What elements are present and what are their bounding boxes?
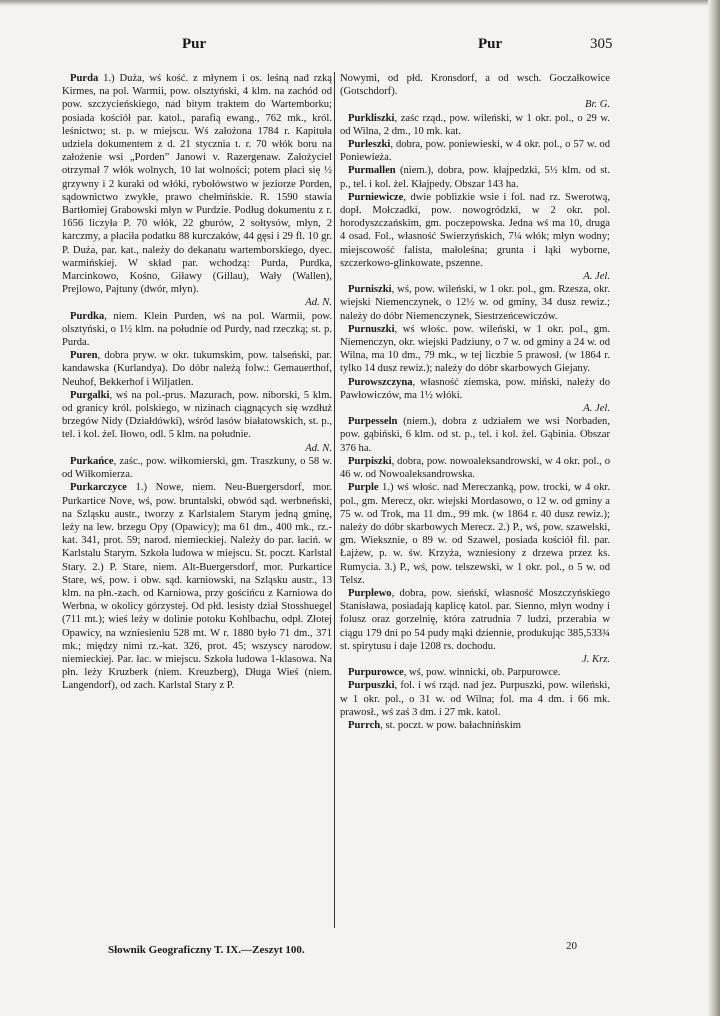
dictionary-entry — [62, 310, 332, 350]
dictionary-entry — [340, 481, 610, 587]
entry-headword: Purdka — [70, 310, 105, 322]
entry-headword: Purkarczyce — [70, 482, 127, 494]
page-top-shadow — [0, 0, 720, 6]
entry-headword: Purpuszki — [348, 680, 395, 692]
dictionary-entry — [340, 164, 610, 190]
dictionary-entry — [62, 72, 332, 310]
entry-text: , zaśc., pow. wiłkomierski, gm. Traszkuny, o 58 w. od Wiłkomierza. — [62, 455, 332, 481]
dictionary-entry — [340, 679, 610, 719]
entry-author-signature: A. Jel. — [583, 271, 610, 283]
dictionary-entry — [62, 481, 332, 692]
footer-publication: Słownik Geograficzny T. IX.—Zeszyt 100. — [108, 944, 305, 956]
dictionary-entry — [340, 112, 610, 138]
entry-text: 1.) wś włośc. nad Mereczanką, pow. trocki, w 4 okr. pol., gm. Merecz, okr. wiejski Mordasowo, o 12 w. od gminy a 75 w. od Trok, ma 11 dm., 99 mk. (w 1864 r. 40 dusz rewiz.); należy do dóbr skarbowych Merecz. 2.) P., wś, pow. szawelski, gm. Wieksznie, o 89 w. od Szawel, posiada kościół fil. par. Łajżew, p. w. św. Krzyża, wzniesiony z drzewa przez ks. Rumycia. 3.) P., wś, pow. telszewski, w 1 okr. pol., o 5 w. od Telsz. — [340, 482, 610, 586]
dictionary-entry — [62, 455, 332, 481]
entry-author-signature: A. Jel. — [583, 403, 610, 415]
entry-text: , fol. i wś rząd. nad jez. Purpuszki, pow. wileński, w 1 okr. pol., o 31 w. od Wilna; fol. ma 4 dm. i 66 mk. prawosł., wś zaś 3 dm. i 27 mk. katol. — [340, 680, 610, 718]
running-head-right: Pur — [478, 36, 503, 52]
entry-text: , dobra, pow. poniewieski, w 4 okr. pol., o 57 w. od Poniewieża. — [340, 139, 610, 164]
entry-text: , wś na pol.-prus. Mazurach, pow. niborski, 5 klm. od granicy król. polskiego, w nizinach ciągnących się wzdłuż brzegów Nidy (Działdówki), wśród lasów białatowskich, st. p., tel. i kol. żel. Iłowo, odl. 5 klm. na południe. — [62, 389, 332, 441]
entry-text: , dobra, pow. nowoaleksandrowski, w 4 okr. pol., o 46 w. od Nowoaleksandrowska. — [340, 455, 610, 481]
entry-text: , wś włośc. pow. wileński, w 1 okr. pol., gm. Niemenczyn, okr. wiejski Padziuny, o 7 w. od gminy a 24 w. od Wilna, ma 10 dm., 79 mk., w tej liczbie 5 prawosł. (w 1864 r. tylko 14 dusz rewiz.); należy do dóbr skarbowych Giejany. — [340, 323, 610, 375]
entry-text: 1.) Duża, wś kość. z młynem i os. leśną nad rzką Kirmes, na pol. Warmii, pow. olsztyński, 4 klm. na zachód od pow. szczycieńskiego, nad bitym traktem do Wartemborku; posiada kościół par. katol., parafią ewang., 762 mk., król. leśnictwo; st. p. w miejscu. Wś założona 1784 r. Kapituła udziela dokumentem z d. 21 stycznia t. r. 70 włók boru na założenie wsi „Porden” Janowi v. Razergenaw. Założyciel otrzymał 7 włók wolnych, 10 lat wolności; potem płaci się ½ grzywny i 2 kuraki od włóki, rybołówstwo w jeziorze Porden, sądownictwo zwykłe, prawo chełmińskie. R. 1590 stawia Bartłomiej Grabowski młyn w Purdzie. Podług dokumentu z r. 1656 liczyła P. 70 włók, 22 gburów, 2 sołtysów, młyn, 2 karczmy, a płaciła podatku 88 kurczaków, 44 gęsi i 29 fl. 10 gr. P. Duża, par. kat., należy do dekanatu wartemborskiego, dyec. warmińskiej. W skład par. wchodzą: Purda, Purdka, Marcinkowo, Kośno, Giławy (Gillau), Wały (Wallen), Prejlowo, Pajtuny (dwór, młyn). — [62, 73, 332, 296]
entry-text: , dobra, pow. sieński, własność Moszczyńskiego Stanisława, posiadają kaplicę katol. par. Sienno, młyn wodny i folusz oraz gorzelnię, która zatrudnia 7 ludzi, przerabia w ciągu 179 dni po 54 pudy mąki dziennie, produkując 385,533¾ st. spirytusu i daje 1208 rs. dochodu. — [340, 587, 610, 652]
dictionary-entry — [62, 389, 332, 455]
entry-headword: Purleszki — [348, 139, 391, 151]
entry-text: , własność ziemska, pow. miński, należy do Pawłowiczów, ma 1½ włóki. — [340, 376, 610, 401]
entry-headword: Purrch — [348, 719, 381, 731]
left-column — [62, 72, 332, 693]
entry-text: (niem.), dobra z udziałem we wsi Norbaden, pow. gąbiński, 6 klm. od st. p., tel. i kol. żel. Gąbinia. Obszar 376 ha. — [340, 416, 610, 454]
dictionary-entry — [340, 323, 610, 376]
column-divider — [334, 72, 335, 928]
entry-text: 1.) Nowe, niem. Neu-Buergersdorf, mor. Purkartice Nove, wś, pow. bruntalski, obwód sąd. werbneński, na Szląsku austr., tworzy z Karlstalem Starym jedną gminę, leży na lew. brzegu Opy (Opawicy); ma 61 dm., 400 mk., rz.-kat. 341, prot. 59; narod. niemieckiej. Należy do par. łaciń. w Karlstalu Starym. Szkoła ludowa w miejscu. St. poczt. Karlstal Stary. 2.) P. Stare, niem. Alt-Buergersdorf, mor. Purkartice Stare, wś, pow. i obw. sąd. karniowski, na Szląsku austr., 13 klm. na płn.-zach. od Karniowa, przy gościńcu z Karniowa do Werbna, w okolicy górzystej. Od płd. lesisty dział Stosshuegel (711 mt.); wieś leży w dolinie potoku Kohlbachu, odpł. Złotej Opawicy, na wzniesieniu 528 mt. W r. 1880 było 71 dm., 371 mk.; między nimi rz.-kat. 326, prot. 45; wszyscy narodow. niemieckiej. Par. łac. w miejscu. Szkoła ludowa 1-klasowa. Na płn. leży Kruzberk (niem. Kreuzberg), Długa Wieś (niem. Langendorf), od zach. Karlstal Stary z P. — [62, 482, 332, 692]
entry-headword: Purkliszki — [348, 112, 395, 124]
entry-headword: Purniewicze — [348, 191, 404, 203]
entry-headword: Purniszki — [348, 284, 392, 296]
dictionary-entry — [340, 666, 610, 679]
footer-signature-number: 20 — [566, 940, 577, 952]
entry-headword: Purple — [348, 482, 379, 494]
entry-text: , st. poczt. w pow. bałachnińskim — [380, 719, 522, 731]
dictionary-entry — [340, 587, 610, 666]
entry-text: , dwie poblizkie wsie i fol. nad rz. Swerotwą, dopł. Mołczadki, pow. nowogródzki, w 2 okr. pol. horodyszczańskim, gm. poczepowska. Jedna wś ma 10, druga 4 osad. Fol., własność Swierzyńskich, 7¼ włók; młyn wodny; miejscowość falista, małoleśna; grunta i łąki wyborne, szczerkowo-glinkowate, pszenne. — [340, 191, 610, 269]
entry-headword: Purpiszki — [348, 455, 392, 467]
entry-headword: Purpurowce — [348, 667, 404, 679]
dictionary-entry — [340, 72, 610, 112]
dictionary-entry — [340, 138, 610, 164]
entry-text: , niem. Klein Purden, wś na pol. Warmii, pow. olsztyński, o 1½ klm. na południe od Purdy, nad rzeczką; st. p. Purda. — [62, 310, 332, 349]
right-column — [340, 72, 610, 732]
entry-author-signature: Ad. N. — [305, 442, 332, 454]
entry-headword: Purkańce — [70, 455, 114, 467]
dictionary-entry — [340, 376, 610, 416]
dictionary-entry — [62, 349, 332, 389]
entry-headword: Puren — [70, 350, 98, 362]
entry-headword: Purgalki — [70, 389, 110, 401]
entry-text: , wś, pow. wileński, w 1 okr. pol., gm. Rzesza, okr. wiejski Niemenczynek, o 12½ w. od gminy, 34 dusz rewiz.; należy do dóbr Niemenczynek, Siestrzeńcewiczów. — [340, 284, 610, 322]
entry-headword: Purda — [70, 73, 99, 84]
dictionary-entry — [340, 415, 610, 455]
dictionary-entry — [340, 719, 610, 732]
entry-author-signature: Ad. N. — [305, 297, 332, 309]
running-head-left: Pur — [182, 36, 207, 52]
entry-headword: Purpesseln — [348, 416, 398, 428]
entry-headword: Purowszczyna — [348, 376, 413, 388]
entry-text: , wś, pow. winnicki, ob. Parpurowce. — [403, 667, 561, 679]
entry-text: Nowymi, od płd. Kronsdorf, a od wsch. Goczałkowice (Gotschdorf). — [340, 73, 610, 98]
page-right-edge — [708, 0, 720, 1016]
dictionary-entry — [340, 283, 610, 323]
dictionary-entry — [340, 191, 610, 283]
dictionary-entry — [340, 455, 610, 481]
entry-headword: Purplewo — [348, 587, 392, 599]
entry-text: (niem.), dobra, pow. kłajpedzki, 5½ klm. od st. p., tel. i kol. żel. Kłajpedy. Obszar 143 ha. — [340, 165, 610, 190]
entry-author-signature: Br. G. — [584, 99, 610, 111]
entry-text: , dobra pryw. w okr. tukumskim, pow. talseński, par. kandawska (Kurlandya). Do dóbr należą folw.: Gemauerthof, Neuhof, Bekkerhof i Wiljatlen. — [62, 350, 332, 388]
entry-author-signature: J. Krz. — [582, 653, 610, 665]
entry-headword: Purmallen — [348, 165, 396, 177]
page-number: 305 — [590, 36, 613, 52]
entry-text: , zaśc rząd., pow. wileński, w 1 okr. pol., o 29 w. od Wilna, 2 dm., 10 mk. kat. — [340, 112, 610, 137]
entry-headword: Purnuszki — [348, 323, 395, 335]
